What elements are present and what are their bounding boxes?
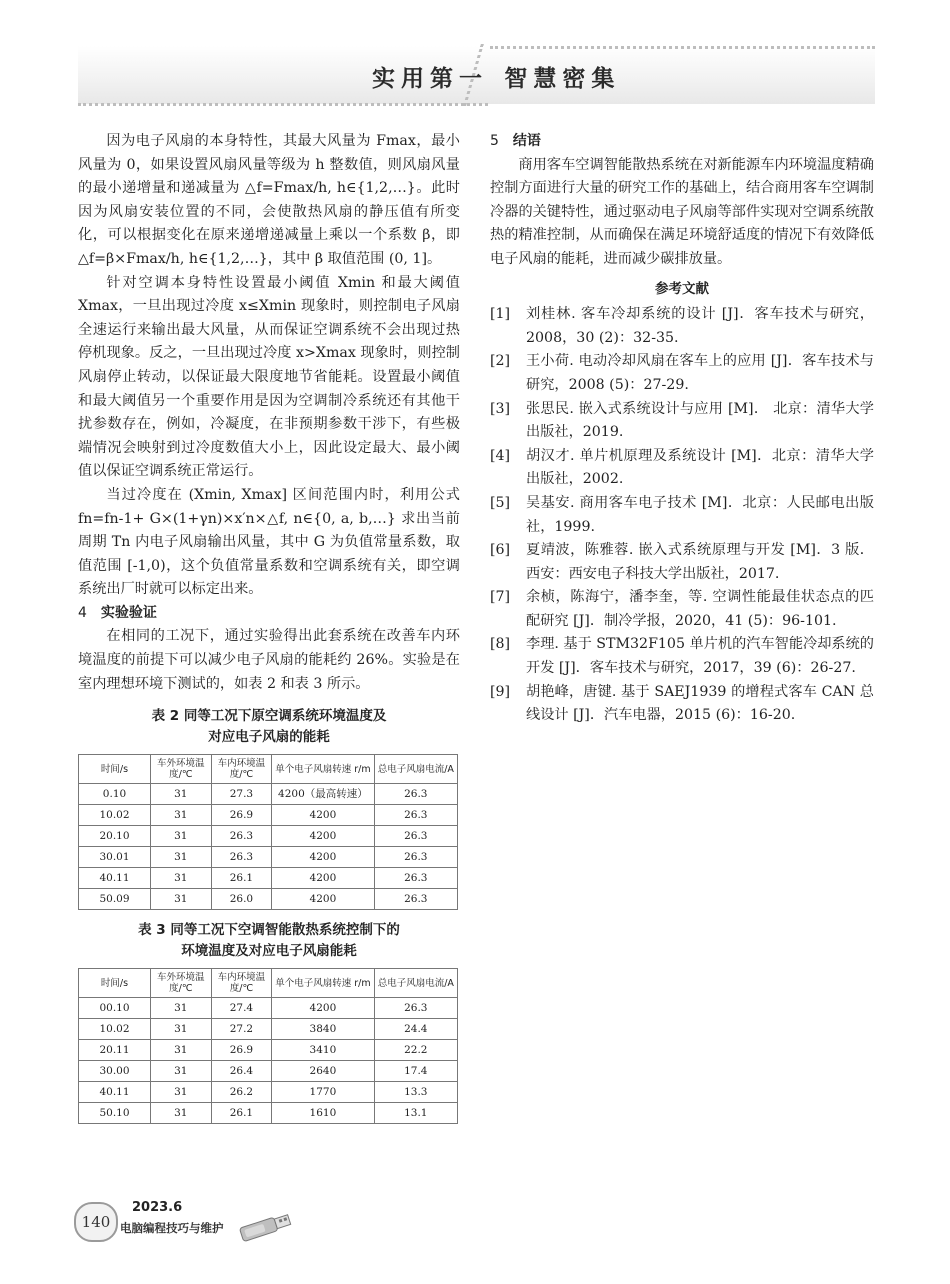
table-cell: 50.09 xyxy=(79,889,151,910)
table-2-caption-line1: 表 2 同等工况下原空调系统环境温度及 xyxy=(151,708,387,725)
section-4-title: 实验验证 xyxy=(100,604,157,621)
section-5-heading xyxy=(490,130,874,154)
reference-text: 王小荷. 电动冷却风扇在客车上的应用 [J]．客车技术与研究，2008 (5)：27-29. xyxy=(526,353,874,393)
table-cell: 31 xyxy=(151,1082,212,1103)
table-cell: 22.2 xyxy=(374,1040,457,1061)
table-cell: 3840 xyxy=(272,1019,374,1040)
table-cell: 4200 xyxy=(272,889,374,910)
table-cell: 26.3 xyxy=(211,847,272,868)
table-row xyxy=(79,826,458,847)
table-cell: 26.3 xyxy=(374,826,457,847)
section-4-heading xyxy=(78,602,460,626)
header-title xyxy=(372,60,620,93)
table-cell: 26.3 xyxy=(211,826,272,847)
reference-item xyxy=(490,445,874,492)
reference-text: 吴基安. 商用客车电子技术 [M]．北京：人民邮电出版社，1999. xyxy=(526,494,874,535)
reference-item xyxy=(490,303,874,350)
table-header-cell: 总电子风扇电流/A xyxy=(374,969,457,998)
table-cell: 13.1 xyxy=(374,1103,457,1124)
section-5-number: 5 xyxy=(490,133,499,149)
usb-drive-icon xyxy=(234,1208,298,1244)
table-cell: 20.10 xyxy=(79,826,151,847)
table-row xyxy=(79,847,458,868)
table-row xyxy=(79,1082,458,1103)
table-cell: 26.1 xyxy=(211,868,272,889)
header-title-sep xyxy=(492,66,500,92)
references-title: 参考文献 xyxy=(655,280,709,297)
table-cell: 17.4 xyxy=(374,1061,457,1082)
header-title-part2: 智慧密集 xyxy=(504,66,621,92)
reference-item xyxy=(490,492,874,539)
table-cell: 31 xyxy=(151,847,212,868)
reference-item xyxy=(490,398,874,445)
table-header-cell: 单个电子风扇转速 r/m xyxy=(272,969,374,998)
table-cell: 26.3 xyxy=(374,805,457,826)
table-row xyxy=(79,784,458,805)
reference-number: [3] xyxy=(490,400,511,417)
table-row xyxy=(79,998,458,1019)
reference-number: [4] xyxy=(490,447,511,464)
table-header-cell: 时间/s xyxy=(79,969,151,998)
table-cell: 31 xyxy=(151,868,212,889)
reference-number: [1] xyxy=(490,306,511,323)
table-header-cell: 车外环境温度/℃ xyxy=(151,969,212,998)
table-header-cell: 车内环境温度/℃ xyxy=(211,755,272,784)
table-cell: 1770 xyxy=(272,1082,374,1103)
section-4-number: 4 xyxy=(78,604,87,621)
table-cell: 2640 xyxy=(272,1061,374,1082)
table-row xyxy=(79,1019,458,1040)
table-cell: 26.3 xyxy=(374,889,457,910)
table-cell: 31 xyxy=(151,998,212,1019)
table-cell: 26.3 xyxy=(374,998,457,1019)
table-cell: 31 xyxy=(151,826,212,847)
table-cell: 26.4 xyxy=(211,1061,272,1082)
header-dotline-bottom xyxy=(78,103,488,106)
table-cell: 4200 xyxy=(272,868,374,889)
left-column xyxy=(78,130,460,1132)
table-cell: 27.3 xyxy=(211,784,272,805)
table-header-cell: 时间/s xyxy=(79,755,151,784)
reference-item xyxy=(490,586,874,633)
table-cell: 24.4 xyxy=(374,1019,457,1040)
journal-name: 电脑编程技巧与维护 xyxy=(120,1221,224,1235)
table-cell: 0.10 xyxy=(79,784,151,805)
table-cell: 4200 xyxy=(272,847,374,868)
table-cell: 26.0 xyxy=(211,889,272,910)
table-row xyxy=(79,1040,458,1061)
table-cell: 26.9 xyxy=(211,805,272,826)
table-cell: 26.3 xyxy=(374,868,457,889)
table-header-cell: 总电子风扇电流/A xyxy=(374,755,457,784)
table-cell: 31 xyxy=(151,1040,212,1061)
table-cell: 31 xyxy=(151,889,212,910)
table-3 xyxy=(78,968,458,1124)
paragraph-1: 因为电子风扇的本身特性，其最大风量为 Fmax，最小风量为 0，如果设置风扇风量等级为 h 整数值，则风扇风量的最小递增量和递减量为 △f=Fmax/h, h∈{1,2,…}。此时因为风扇安装位置的不同，会使散热风扇的静压值有所变化，可以根据变化在原来递增递减量上乘以一个系数 β，即 △f=β×Fmax/h, h∈{1,2,…}，其中 β 取值范围 (0, 1]。 xyxy=(78,133,460,267)
table-row xyxy=(79,889,458,910)
reference-text: 夏靖波，陈雅蓉. 嵌入式系统原理与开发 [M]．3 版．西安：西安电子科技大学出版社，2017. xyxy=(526,542,874,582)
header-dotline-top xyxy=(490,46,875,49)
reference-number: [6] xyxy=(490,542,511,559)
paragraph-2: 针对空调本身特性设置最小阈值 Xmin 和最大阈值 Xmax，一旦出现过冷度 x≤Xmin 现象时，则控制电子风扇全速运行来输出最大风量，从而保证空调系统不会出现过热停机现象。反之，一旦出现过冷度 x>Xmax 现象时，则控制风扇停止转动，以保证最大限度地节省能耗。设置最小阈值和最大阈值另一个重要作用是因为空调制冷系统还有其他干扰参数存在，例如，冷凝度，在非预期参数干涉下，有些极端情况会映射到过冷度数值大小上，因此设定最大、最小阈值以保证空调系统正常运行。 xyxy=(78,274,460,480)
table-cell: 13.3 xyxy=(374,1082,457,1103)
table-header-cell: 车外环境温度/℃ xyxy=(151,755,212,784)
table-2-caption-line2: 对应电子风扇的能耗 xyxy=(208,729,330,746)
table-cell: 00.10 xyxy=(79,998,151,1019)
table-cell: 31 xyxy=(151,805,212,826)
table-cell: 26.1 xyxy=(211,1103,272,1124)
table-cell: 50.10 xyxy=(79,1103,151,1124)
table-2 xyxy=(78,754,458,910)
reference-item xyxy=(490,681,874,728)
reference-text: 张思民. 嵌入式系统设计与应用 [M]． 北京：清华大学出版社，2019. xyxy=(526,400,874,441)
reference-number: [7] xyxy=(490,589,511,606)
reference-number: [5] xyxy=(490,494,511,511)
page-number: 140 xyxy=(74,1202,118,1242)
reference-text: 李理. 基于 STM32F105 单片机的汽车智能冷却系统的开发 [J]．客车技术与研究，2017，39 (6)：26-27. xyxy=(526,636,874,677)
table-3-caption-line2: 环境温度及对应电子风扇能耗 xyxy=(181,943,357,960)
table-3-caption-line1: 表 3 同等工况下空调智能散热系统控制下的 xyxy=(138,922,400,939)
table-cell: 26.3 xyxy=(374,784,457,805)
table-cell: 27.2 xyxy=(211,1019,272,1040)
paragraph-5: 商用客车空调智能散热系统在对新能源车内环境温度精确控制方面进行大量的研究工作的基础上，结合商用客车空调制冷器的关键特性，通过驱动电子风扇等部件实现对空调系统散热的精准控制，从而确保在满足环境舒适度的情况下有效降低电子风扇的能耗，进而减少碳排放量。 xyxy=(490,156,874,267)
reference-text: 刘桂林. 客车冷却系统的设计 [J]．客车技术与研究，2008，30 (2)：32-35. xyxy=(526,306,874,346)
table-cell: 26.3 xyxy=(374,847,457,868)
table-cell: 4200 xyxy=(272,805,374,826)
table-cell: 31 xyxy=(151,1019,212,1040)
table-cell: 20.11 xyxy=(79,1040,151,1061)
table-row xyxy=(79,868,458,889)
table-cell: 10.02 xyxy=(79,1019,151,1040)
page-header xyxy=(0,0,950,110)
paragraph-4: 在相同的工况下，通过实验得出此套系统在改善车内环境温度的前提下可以减少电子风扇的能耗约 26%。实验是在室内理想环境下测试的，如表 2 和表 3 所示。 xyxy=(78,628,460,692)
section-5-title: 结语 xyxy=(512,133,541,149)
issue-label: 2023.6 xyxy=(132,1200,183,1215)
table-cell: 3410 xyxy=(272,1040,374,1061)
table-cell: 30.01 xyxy=(79,847,151,868)
reference-text: 胡艳峰，唐键. 基于 SAEJ1939 的增程式客车 CAN 总线设计 [J]．汽车电器，2015 (6)：16-20. xyxy=(526,683,874,724)
table-header-cell: 单个电子风扇转速 r/m xyxy=(272,755,374,784)
table-3-caption xyxy=(78,920,460,962)
reference-item xyxy=(490,633,874,680)
table-cell: 1610 xyxy=(272,1103,374,1124)
table-cell: 4200 xyxy=(272,998,374,1019)
reference-text: 胡汉才. 单片机原理及系统设计 [M]．北京：清华大学出版社，2002. xyxy=(526,447,874,488)
reference-number: [8] xyxy=(490,636,511,653)
reference-number: [2] xyxy=(490,353,511,370)
table-row xyxy=(79,805,458,826)
table-cell: 40.11 xyxy=(79,868,151,889)
table-cell: 40.11 xyxy=(79,1082,151,1103)
table-cell: 26.9 xyxy=(211,1040,272,1061)
reference-item xyxy=(490,350,874,397)
paragraph-3: 当过冷度在 (Xmin, Xmax] 区间范围内时，利用公式 fn=fn-1+ G×(1+γn)×x′n×△f, n∈{0, a, b,…} 求出当前周期 Tn 内电子风扇输出风量，其中 G 为负值常量系数，取值范围 [-1,0)，这个负值常量系数和空调系统有关，即空调系统出厂时就可以标定出来。 xyxy=(78,486,460,598)
right-column xyxy=(490,130,874,728)
table-row xyxy=(79,1103,458,1124)
table-cell: 31 xyxy=(151,1103,212,1124)
table-cell: 10.02 xyxy=(79,805,151,826)
reference-text: 余桢，陈海宁，潘李奎，等. 空调性能最佳状态点的匹配研究 [J]．制冷学报，2020，41 (5)：96-101. xyxy=(526,589,874,629)
table-3-header-row xyxy=(79,969,458,998)
reference-number: [9] xyxy=(490,683,511,700)
page-footer xyxy=(74,1190,304,1250)
header-title-part1: 实用第一 xyxy=(372,66,488,92)
table-row xyxy=(79,1061,458,1082)
reference-item xyxy=(490,539,874,586)
table-2-header-row xyxy=(79,755,458,784)
table-cell: 4200（最高转速） xyxy=(272,784,374,805)
table-cell: 31 xyxy=(151,1061,212,1082)
table-2-caption xyxy=(78,706,460,748)
table-cell: 30.00 xyxy=(79,1061,151,1082)
table-cell: 26.2 xyxy=(211,1082,272,1103)
table-cell: 27.4 xyxy=(211,998,272,1019)
table-header-cell: 车内环境温度/℃ xyxy=(211,969,272,998)
table-cell: 4200 xyxy=(272,826,374,847)
table-cell: 31 xyxy=(151,784,212,805)
